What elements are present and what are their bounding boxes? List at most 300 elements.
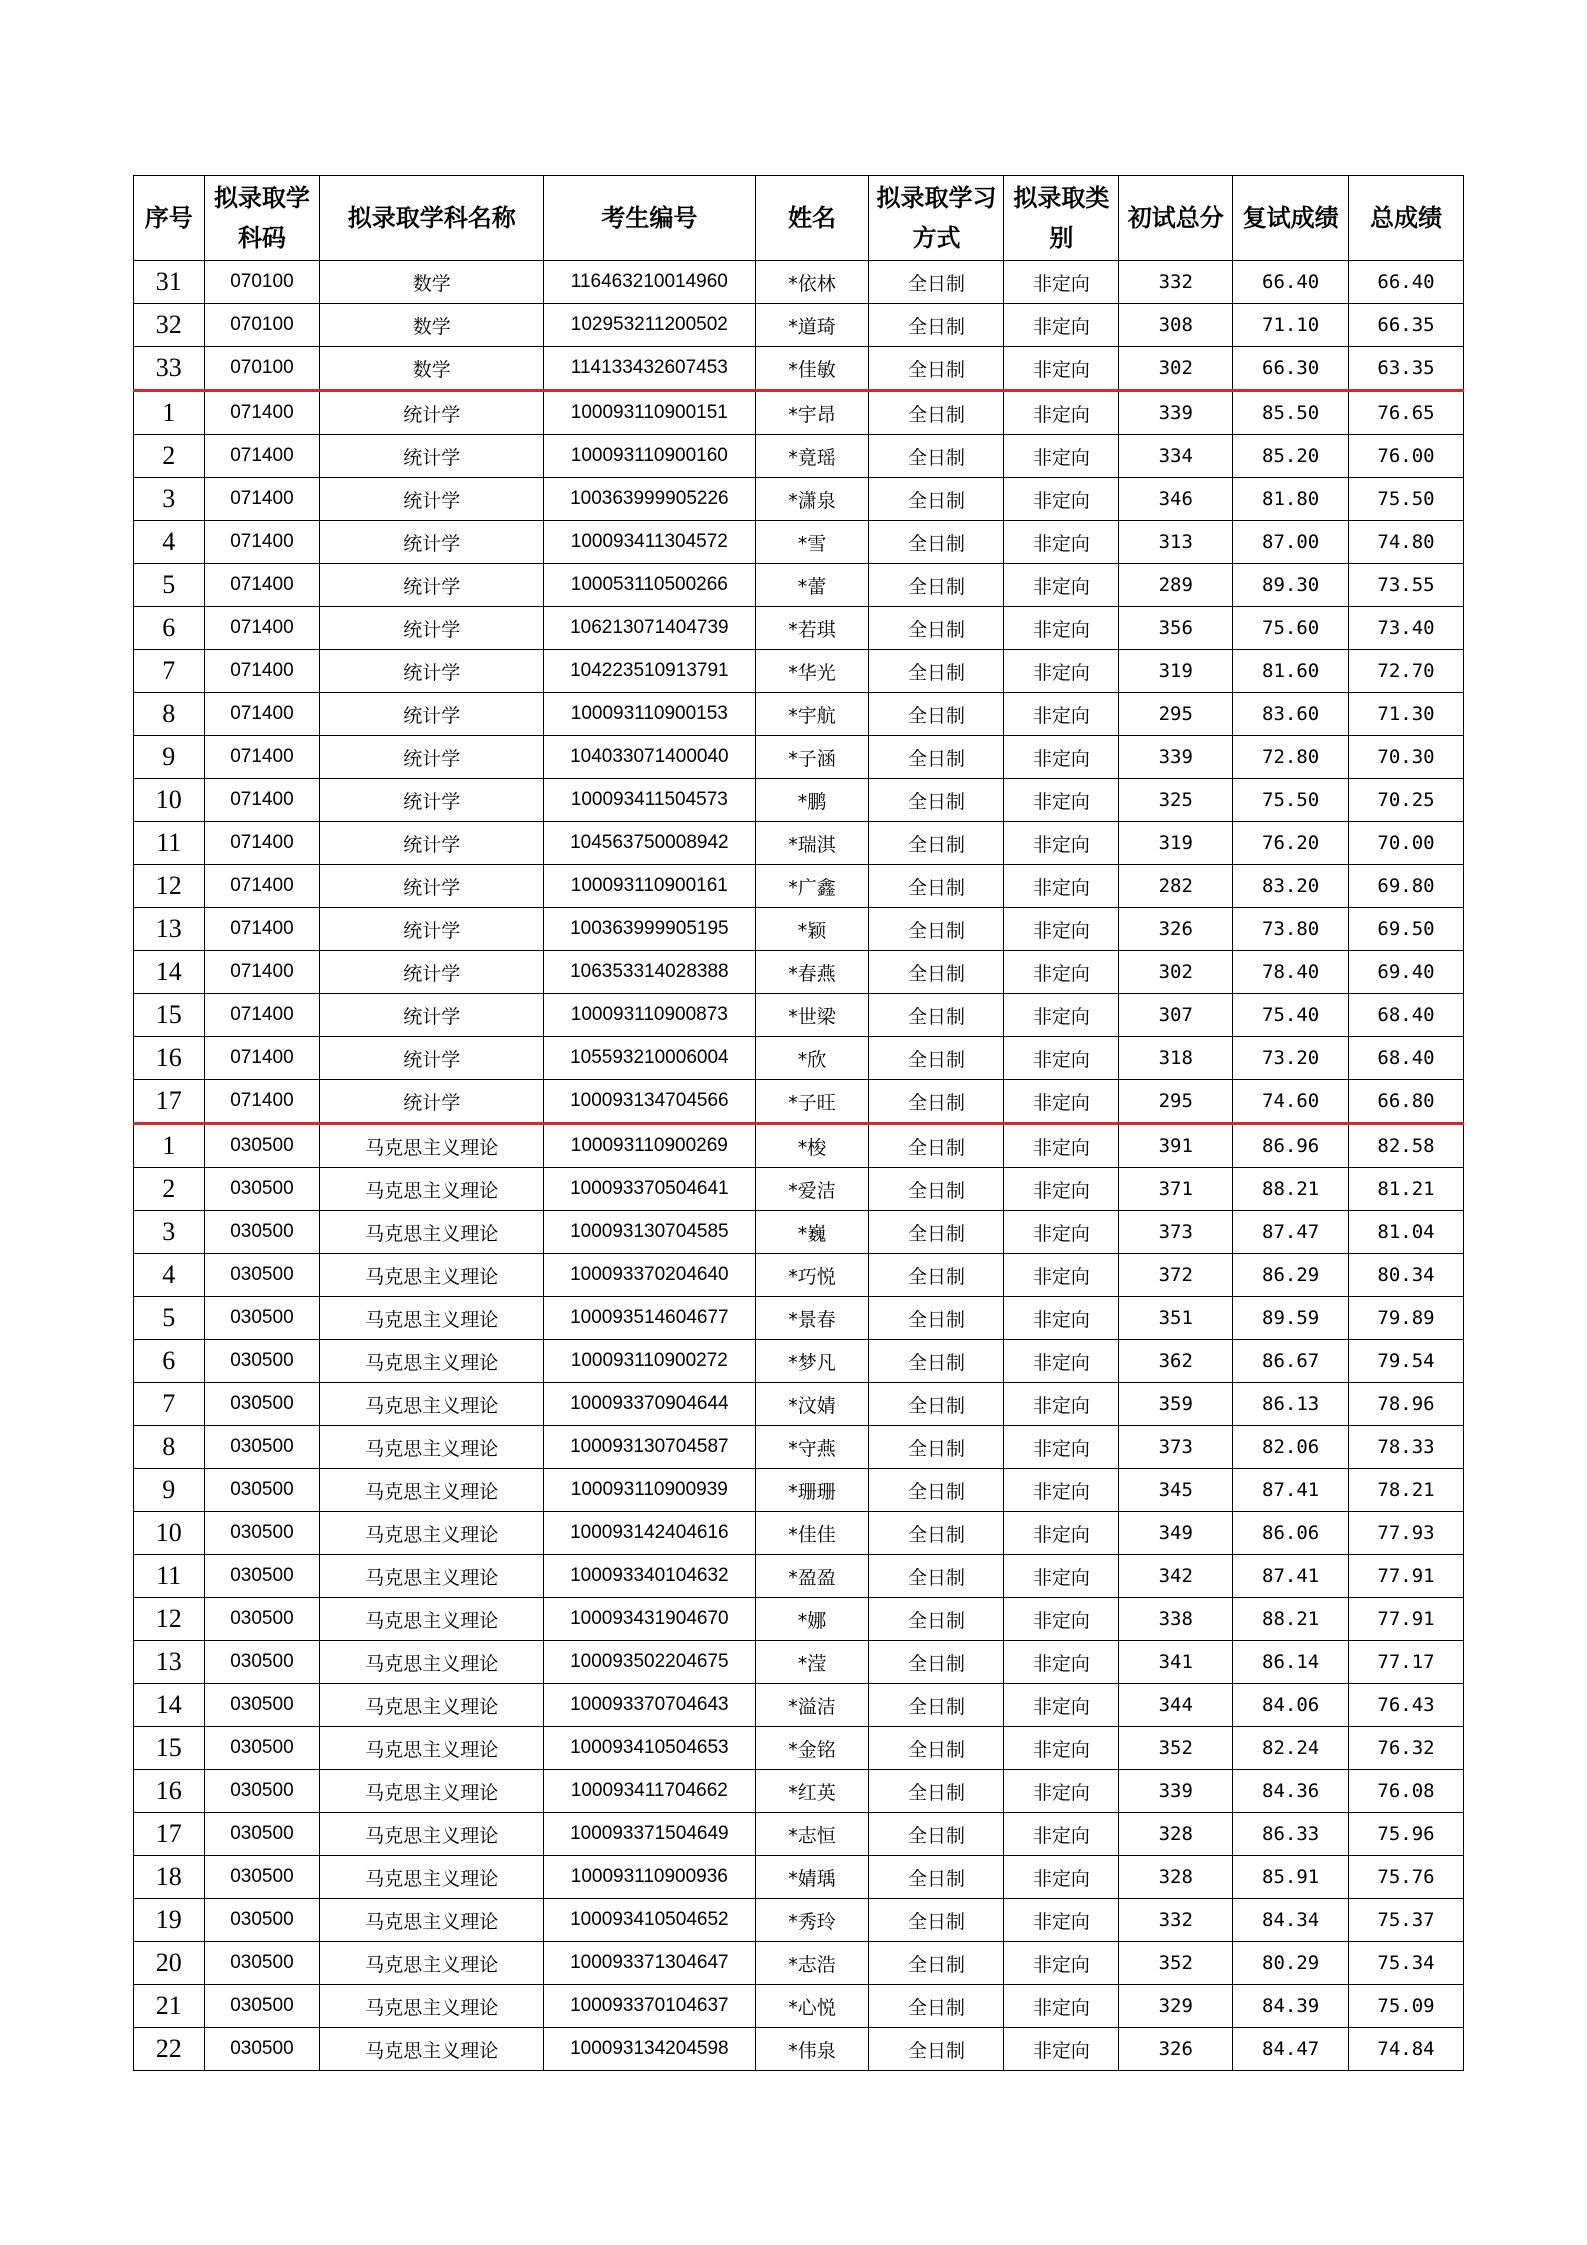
cell-seq: 16 [134, 1037, 205, 1080]
cell-total-score: 73.55 [1349, 564, 1464, 607]
cell-retest-score: 86.96 [1233, 1124, 1349, 1168]
cell-name: *巧悦 [755, 1254, 869, 1297]
cell-subject-code: 030500 [204, 1297, 320, 1340]
cell-subject-name: 马克思主义理论 [320, 1684, 544, 1727]
cell-retest-score: 85.20 [1233, 435, 1349, 478]
cell-retest-score: 84.36 [1233, 1770, 1349, 1813]
cell-seq: 14 [134, 951, 205, 994]
cell-initial-score: 334 [1119, 435, 1233, 478]
cell-exam-id: 100093370904644 [544, 1383, 756, 1426]
cell-subject-name: 数学 [320, 347, 544, 391]
table-row [134, 1942, 1464, 1985]
header-code: 拟录取学科码 [204, 176, 320, 261]
cell-initial-score: 295 [1119, 1080, 1233, 1124]
cell-category: 非定向 [1004, 607, 1119, 650]
cell-exam-id: 100363999905195 [544, 908, 756, 951]
cell-initial-score: 319 [1119, 650, 1233, 693]
cell-subject-code: 071400 [204, 994, 320, 1037]
cell-subject-code: 030500 [204, 1942, 320, 1985]
cell-study-mode: 全日制 [869, 347, 1004, 391]
table-row [134, 1985, 1464, 2028]
cell-subject-name: 马克思主义理论 [320, 1770, 544, 1813]
table-row [134, 1899, 1464, 1942]
cell-exam-id: 100093340104632 [544, 1555, 756, 1598]
cell-seq: 2 [134, 1168, 205, 1211]
cell-category: 非定向 [1004, 1297, 1119, 1340]
cell-subject-code: 071400 [204, 650, 320, 693]
cell-name: *道琦 [755, 304, 869, 347]
cell-name: *欣 [755, 1037, 869, 1080]
cell-study-mode: 全日制 [869, 1942, 1004, 1985]
cell-study-mode: 全日制 [869, 1727, 1004, 1770]
cell-category: 非定向 [1004, 1080, 1119, 1124]
cell-total-score: 70.25 [1349, 779, 1464, 822]
cell-retest-score: 86.29 [1233, 1254, 1349, 1297]
table-row [134, 391, 1464, 435]
table-row [134, 908, 1464, 951]
cell-total-score: 66.80 [1349, 1080, 1464, 1124]
cell-initial-score: 319 [1119, 822, 1233, 865]
cell-exam-id: 100093110900269 [544, 1124, 756, 1168]
cell-exam-id: 100093130704587 [544, 1426, 756, 1469]
cell-exam-id: 100363999905226 [544, 478, 756, 521]
cell-study-mode: 全日制 [869, 1598, 1004, 1641]
cell-study-mode: 全日制 [869, 1340, 1004, 1383]
cell-seq: 3 [134, 478, 205, 521]
cell-name: *秀玲 [755, 1899, 869, 1942]
cell-exam-id: 100093110900936 [544, 1856, 756, 1899]
cell-subject-code: 030500 [204, 1899, 320, 1942]
cell-study-mode: 全日制 [869, 1899, 1004, 1942]
cell-retest-score: 85.91 [1233, 1856, 1349, 1899]
cell-category: 非定向 [1004, 951, 1119, 994]
cell-subject-code: 030500 [204, 1469, 320, 1512]
cell-initial-score: 341 [1119, 1641, 1233, 1684]
cell-study-mode: 全日制 [869, 1813, 1004, 1856]
cell-subject-name: 统计学 [320, 650, 544, 693]
cell-category: 非定向 [1004, 908, 1119, 951]
cell-name: *爱洁 [755, 1168, 869, 1211]
cell-exam-id: 100093370504641 [544, 1168, 756, 1211]
cell-subject-name: 马克思主义理论 [320, 1297, 544, 1340]
cell-subject-name: 马克思主义理论 [320, 1124, 544, 1168]
cell-name: *世梁 [755, 994, 869, 1037]
cell-initial-score: 289 [1119, 564, 1233, 607]
table-row [134, 607, 1464, 650]
table-row [134, 1297, 1464, 1340]
cell-study-mode: 全日制 [869, 1684, 1004, 1727]
cell-subject-code: 071400 [204, 478, 320, 521]
cell-subject-code: 071400 [204, 736, 320, 779]
cell-subject-name: 统计学 [320, 521, 544, 564]
cell-initial-score: 339 [1119, 736, 1233, 779]
cell-retest-score: 88.21 [1233, 1598, 1349, 1641]
cell-category: 非定向 [1004, 1813, 1119, 1856]
cell-subject-name: 马克思主义理论 [320, 1555, 544, 1598]
cell-initial-score: 332 [1119, 261, 1233, 304]
cell-retest-score: 66.40 [1233, 261, 1349, 304]
cell-seq: 13 [134, 1641, 205, 1684]
cell-initial-score: 318 [1119, 1037, 1233, 1080]
cell-category: 非定向 [1004, 304, 1119, 347]
cell-study-mode: 全日制 [869, 1770, 1004, 1813]
cell-subject-name: 马克思主义理论 [320, 1469, 544, 1512]
cell-initial-score: 329 [1119, 1985, 1233, 2028]
cell-subject-name: 数学 [320, 304, 544, 347]
table-row [134, 1598, 1464, 1641]
cell-retest-score: 83.20 [1233, 865, 1349, 908]
cell-subject-name: 统计学 [320, 607, 544, 650]
table-row [134, 2028, 1464, 2071]
cell-seq: 20 [134, 1942, 205, 1985]
cell-study-mode: 全日制 [869, 261, 1004, 304]
cell-exam-id: 100093130704585 [544, 1211, 756, 1254]
header-name: 姓名 [755, 176, 869, 261]
cell-name: *红英 [755, 1770, 869, 1813]
cell-initial-score: 342 [1119, 1555, 1233, 1598]
cell-name: *宇昂 [755, 391, 869, 435]
cell-study-mode: 全日制 [869, 1512, 1004, 1555]
cell-subject-name: 马克思主义理论 [320, 2028, 544, 2071]
cell-name: *佳敏 [755, 347, 869, 391]
cell-seq: 9 [134, 736, 205, 779]
cell-subject-name: 马克思主义理论 [320, 1727, 544, 1770]
cell-subject-name: 马克思主义理论 [320, 1598, 544, 1641]
cell-category: 非定向 [1004, 1856, 1119, 1899]
cell-category: 非定向 [1004, 1555, 1119, 1598]
cell-category: 非定向 [1004, 1426, 1119, 1469]
table-row [134, 951, 1464, 994]
cell-name: *蕾 [755, 564, 869, 607]
cell-study-mode: 全日制 [869, 435, 1004, 478]
cell-category: 非定向 [1004, 1124, 1119, 1168]
cell-name: *婧瑀 [755, 1856, 869, 1899]
cell-retest-score: 88.21 [1233, 1168, 1349, 1211]
table-row [134, 650, 1464, 693]
cell-category: 非定向 [1004, 391, 1119, 435]
cell-subject-code: 071400 [204, 865, 320, 908]
cell-subject-name: 统计学 [320, 391, 544, 435]
cell-study-mode: 全日制 [869, 736, 1004, 779]
cell-retest-score: 75.50 [1233, 779, 1349, 822]
cell-initial-score: 352 [1119, 1727, 1233, 1770]
cell-name: *若琪 [755, 607, 869, 650]
table-row [134, 1813, 1464, 1856]
cell-initial-score: 373 [1119, 1211, 1233, 1254]
cell-initial-score: 325 [1119, 779, 1233, 822]
cell-total-score: 79.54 [1349, 1340, 1464, 1383]
cell-subject-name: 马克思主义理论 [320, 1340, 544, 1383]
cell-total-score: 77.17 [1349, 1641, 1464, 1684]
cell-initial-score: 328 [1119, 1856, 1233, 1899]
cell-seq: 11 [134, 1555, 205, 1598]
cell-retest-score: 84.06 [1233, 1684, 1349, 1727]
cell-category: 非定向 [1004, 521, 1119, 564]
cell-category: 非定向 [1004, 1168, 1119, 1211]
cell-subject-name: 统计学 [320, 1037, 544, 1080]
cell-study-mode: 全日制 [869, 1037, 1004, 1080]
cell-name: *雪 [755, 521, 869, 564]
cell-subject-code: 030500 [204, 1168, 320, 1211]
cell-subject-code: 071400 [204, 521, 320, 564]
cell-study-mode: 全日制 [869, 2028, 1004, 2071]
cell-subject-code: 030500 [204, 1512, 320, 1555]
cell-subject-code: 030500 [204, 1641, 320, 1684]
cell-exam-id: 100093502204675 [544, 1641, 756, 1684]
table-row [134, 736, 1464, 779]
cell-subject-code: 071400 [204, 693, 320, 736]
cell-subject-name: 统计学 [320, 779, 544, 822]
cell-subject-code: 030500 [204, 1856, 320, 1899]
cell-subject-code: 030500 [204, 1254, 320, 1297]
cell-total-score: 71.30 [1349, 693, 1464, 736]
cell-total-score: 76.32 [1349, 1727, 1464, 1770]
table-row [134, 1856, 1464, 1899]
table-row [134, 261, 1464, 304]
cell-retest-score: 84.39 [1233, 1985, 1349, 2028]
cell-subject-name: 统计学 [320, 994, 544, 1037]
cell-total-score: 77.91 [1349, 1598, 1464, 1641]
cell-retest-score: 80.29 [1233, 1942, 1349, 1985]
cell-retest-score: 84.47 [1233, 2028, 1349, 2071]
cell-exam-id: 106213071404739 [544, 607, 756, 650]
cell-retest-score: 72.80 [1233, 736, 1349, 779]
cell-name: *梭 [755, 1124, 869, 1168]
cell-name: *瑞淇 [755, 822, 869, 865]
cell-study-mode: 全日制 [869, 951, 1004, 994]
cell-name: *子旺 [755, 1080, 869, 1124]
cell-subject-name: 马克思主义理论 [320, 1168, 544, 1211]
cell-exam-id: 100053110500266 [544, 564, 756, 607]
cell-seq: 5 [134, 564, 205, 607]
cell-seq: 12 [134, 865, 205, 908]
cell-exam-id: 100093110900161 [544, 865, 756, 908]
cell-initial-score: 338 [1119, 1598, 1233, 1641]
cell-subject-name: 统计学 [320, 478, 544, 521]
table-row [134, 521, 1464, 564]
cell-exam-id: 100093370204640 [544, 1254, 756, 1297]
cell-subject-code: 030500 [204, 1211, 320, 1254]
cell-retest-score: 73.20 [1233, 1037, 1349, 1080]
table-row [134, 693, 1464, 736]
cell-category: 非定向 [1004, 865, 1119, 908]
table-row [134, 1426, 1464, 1469]
cell-name: *颖 [755, 908, 869, 951]
cell-name: *娜 [755, 1598, 869, 1641]
cell-study-mode: 全日制 [869, 607, 1004, 650]
table-body [134, 261, 1464, 2071]
cell-exam-id: 102953211200502 [544, 304, 756, 347]
cell-seq: 8 [134, 693, 205, 736]
cell-exam-id: 100093411504573 [544, 779, 756, 822]
cell-name: *伟泉 [755, 2028, 869, 2071]
cell-study-mode: 全日制 [869, 1641, 1004, 1684]
cell-exam-id: 100093134704566 [544, 1080, 756, 1124]
cell-retest-score: 66.30 [1233, 347, 1349, 391]
cell-initial-score: 332 [1119, 1899, 1233, 1942]
cell-total-score: 77.91 [1349, 1555, 1464, 1598]
cell-total-score: 69.50 [1349, 908, 1464, 951]
cell-exam-id: 100093134204598 [544, 2028, 756, 2071]
cell-total-score: 79.89 [1349, 1297, 1464, 1340]
cell-study-mode: 全日制 [869, 779, 1004, 822]
cell-initial-score: 373 [1119, 1426, 1233, 1469]
cell-study-mode: 全日制 [869, 1426, 1004, 1469]
table-row [134, 1254, 1464, 1297]
cell-study-mode: 全日制 [869, 1211, 1004, 1254]
cell-name: *金铭 [755, 1727, 869, 1770]
cell-category: 非定向 [1004, 1770, 1119, 1813]
header-exam-id: 考生编号 [544, 176, 756, 261]
cell-exam-id: 100093110900272 [544, 1340, 756, 1383]
cell-total-score: 75.96 [1349, 1813, 1464, 1856]
cell-seq: 3 [134, 1211, 205, 1254]
cell-retest-score: 86.14 [1233, 1641, 1349, 1684]
cell-subject-name: 马克思主义理论 [320, 1942, 544, 1985]
cell-seq: 19 [134, 1899, 205, 1942]
cell-seq: 10 [134, 1512, 205, 1555]
table-row [134, 1469, 1464, 1512]
cell-exam-id: 116463210014960 [544, 261, 756, 304]
cell-name: *溢洁 [755, 1684, 869, 1727]
header-subject: 拟录取学科名称 [320, 176, 544, 261]
cell-subject-name: 统计学 [320, 951, 544, 994]
cell-initial-score: 339 [1119, 391, 1233, 435]
cell-exam-id: 104563750008942 [544, 822, 756, 865]
cell-exam-id: 100093110900153 [544, 693, 756, 736]
header-seq: 序号 [134, 176, 205, 261]
cell-study-mode: 全日制 [869, 304, 1004, 347]
cell-name: *潇泉 [755, 478, 869, 521]
cell-retest-score: 86.67 [1233, 1340, 1349, 1383]
cell-total-score: 63.35 [1349, 347, 1464, 391]
cell-total-score: 68.40 [1349, 994, 1464, 1037]
cell-total-score: 74.84 [1349, 2028, 1464, 2071]
cell-subject-code: 030500 [204, 1727, 320, 1770]
cell-exam-id: 105593210006004 [544, 1037, 756, 1080]
cell-subject-code: 071400 [204, 908, 320, 951]
table-row [134, 1340, 1464, 1383]
cell-retest-score: 76.20 [1233, 822, 1349, 865]
cell-name: *志浩 [755, 1942, 869, 1985]
cell-subject-name: 统计学 [320, 1080, 544, 1124]
cell-seq: 21 [134, 1985, 205, 2028]
cell-category: 非定向 [1004, 2028, 1119, 2071]
cell-seq: 4 [134, 521, 205, 564]
table-row [134, 1124, 1464, 1168]
cell-study-mode: 全日制 [869, 521, 1004, 564]
cell-total-score: 78.96 [1349, 1383, 1464, 1426]
cell-seq: 2 [134, 435, 205, 478]
cell-initial-score: 308 [1119, 304, 1233, 347]
cell-total-score: 80.34 [1349, 1254, 1464, 1297]
cell-subject-code: 030500 [204, 1813, 320, 1856]
table-row [134, 994, 1464, 1037]
cell-initial-score: 356 [1119, 607, 1233, 650]
cell-category: 非定向 [1004, 1037, 1119, 1080]
cell-initial-score: 313 [1119, 521, 1233, 564]
cell-category: 非定向 [1004, 1512, 1119, 1555]
table-row [134, 1684, 1464, 1727]
cell-retest-score: 85.50 [1233, 391, 1349, 435]
cell-total-score: 68.40 [1349, 1037, 1464, 1080]
cell-study-mode: 全日制 [869, 822, 1004, 865]
cell-exam-id: 100093142404616 [544, 1512, 756, 1555]
cell-total-score: 76.65 [1349, 391, 1464, 435]
cell-initial-score: 328 [1119, 1813, 1233, 1856]
cell-initial-score: 302 [1119, 347, 1233, 391]
cell-seq: 5 [134, 1297, 205, 1340]
cell-seq: 17 [134, 1080, 205, 1124]
cell-exam-id: 100093411704662 [544, 1770, 756, 1813]
cell-total-score: 75.09 [1349, 1985, 1464, 2028]
cell-name: *心悦 [755, 1985, 869, 2028]
cell-retest-score: 82.24 [1233, 1727, 1349, 1770]
cell-exam-id: 100093411304572 [544, 521, 756, 564]
cell-exam-id: 104223510913791 [544, 650, 756, 693]
cell-category: 非定向 [1004, 822, 1119, 865]
cell-initial-score: 345 [1119, 1469, 1233, 1512]
cell-total-score: 66.40 [1349, 261, 1464, 304]
cell-retest-score: 86.13 [1233, 1383, 1349, 1426]
cell-total-score: 76.00 [1349, 435, 1464, 478]
cell-subject-name: 马克思主义理论 [320, 1211, 544, 1254]
cell-subject-name: 统计学 [320, 908, 544, 951]
cell-seq: 33 [134, 347, 205, 391]
table-row [134, 1037, 1464, 1080]
header-total-score: 总成绩 [1349, 176, 1464, 261]
cell-subject-code: 071400 [204, 779, 320, 822]
table-row [134, 865, 1464, 908]
cell-study-mode: 全日制 [869, 1254, 1004, 1297]
cell-exam-id: 100093410504653 [544, 1727, 756, 1770]
cell-category: 非定向 [1004, 1211, 1119, 1254]
cell-seq: 6 [134, 1340, 205, 1383]
cell-retest-score: 89.30 [1233, 564, 1349, 607]
cell-seq: 6 [134, 607, 205, 650]
cell-category: 非定向 [1004, 1469, 1119, 1512]
cell-study-mode: 全日制 [869, 865, 1004, 908]
cell-category: 非定向 [1004, 478, 1119, 521]
cell-name: *盈盈 [755, 1555, 869, 1598]
cell-subject-name: 马克思主义理论 [320, 1856, 544, 1899]
cell-retest-score: 75.40 [1233, 994, 1349, 1037]
table-row [134, 564, 1464, 607]
cell-name: *广鑫 [755, 865, 869, 908]
cell-subject-code: 071400 [204, 822, 320, 865]
cell-subject-name: 马克思主义理论 [320, 1641, 544, 1684]
cell-retest-score: 82.06 [1233, 1426, 1349, 1469]
cell-seq: 1 [134, 391, 205, 435]
cell-study-mode: 全日制 [869, 1124, 1004, 1168]
cell-subject-name: 马克思主义理论 [320, 1383, 544, 1426]
cell-seq: 14 [134, 1684, 205, 1727]
cell-retest-score: 78.40 [1233, 951, 1349, 994]
cell-total-score: 66.35 [1349, 304, 1464, 347]
cell-exam-id: 100093514604677 [544, 1297, 756, 1340]
cell-retest-score: 81.60 [1233, 650, 1349, 693]
cell-seq: 13 [134, 908, 205, 951]
table-row [134, 435, 1464, 478]
cell-category: 非定向 [1004, 1899, 1119, 1942]
cell-initial-score: 362 [1119, 1340, 1233, 1383]
table-row [134, 347, 1464, 391]
cell-seq: 7 [134, 1383, 205, 1426]
cell-initial-score: 346 [1119, 478, 1233, 521]
cell-initial-score: 359 [1119, 1383, 1233, 1426]
cell-exam-id: 100093431904670 [544, 1598, 756, 1641]
cell-initial-score: 349 [1119, 1512, 1233, 1555]
